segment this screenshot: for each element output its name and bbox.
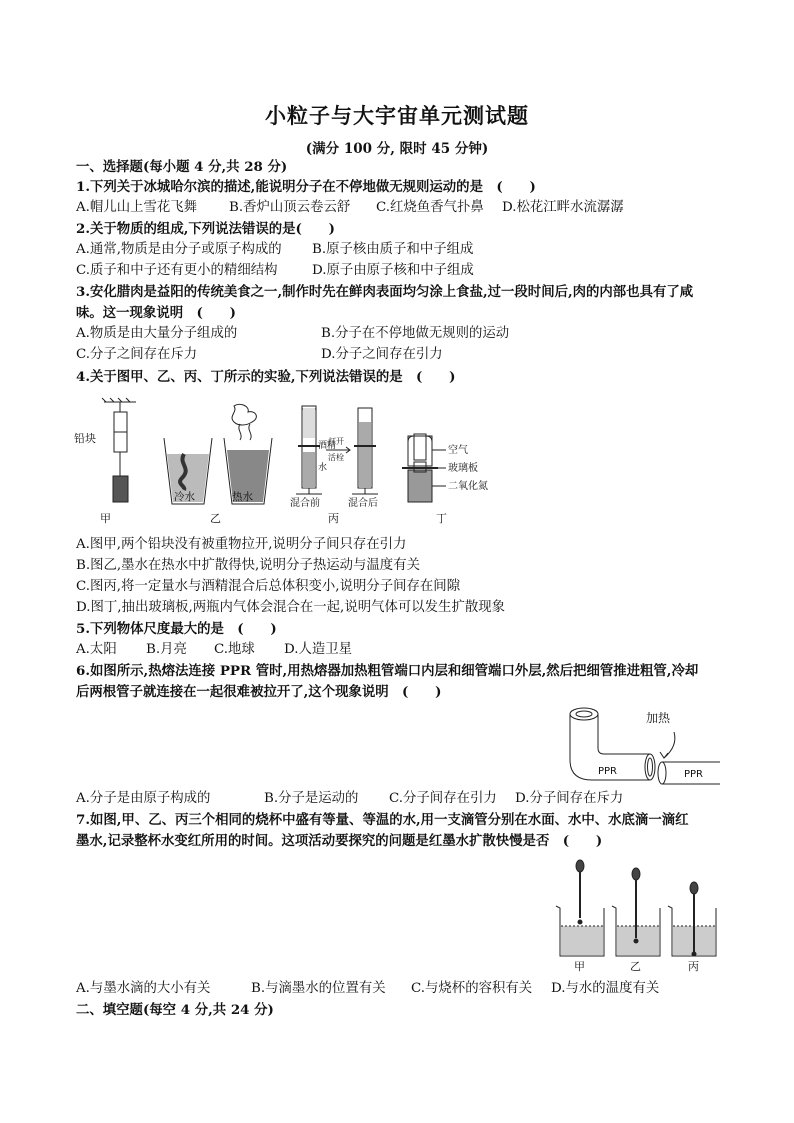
q2-option-a: A.通常,物质是由分子或原子构成的 [76, 242, 282, 257]
page-title: 小粒子与大宇宙单元测试题 [265, 103, 529, 128]
q4-stem: 4.关于图甲、乙、丙、丁所示的实验,下列说法错误的是 ( ) [76, 369, 456, 385]
q4-label-air: 空气 [448, 445, 468, 456]
q4-label-yi: 乙 [210, 512, 221, 525]
q2-option-b: B.原子核由质子和中子组成 [312, 242, 474, 257]
q3-option-c: C.分子之间存在斥力 [76, 347, 198, 362]
q4-label-water: 水 [318, 463, 328, 473]
q7-stem-line2: 墨水,记录整杯水变红所用的时间。这项活动要探究的问题是红墨水扩散快慢是否 ( ) [76, 833, 603, 849]
q7-option-a: A.与墨水滴的大小有关 [76, 981, 211, 996]
q7-option-b: B.与滴墨水的位置有关 [251, 981, 386, 996]
q4-label-valve: 活栓 [328, 453, 344, 462]
q4-label-bing: 丙 [328, 512, 339, 525]
q7-beaker-figure [554, 856, 720, 972]
q6-stem-line1: 6.如图所示,热熔法连接 PPR 管时,用热熔器加热粗管端口内层和细管端口外层,然后把细管推进粗管,冷却 [76, 663, 699, 679]
q2-stem: 2.关于物质的组成,下列说法错误的是( ) [76, 221, 335, 237]
q7-label-bing: 丙 [688, 960, 699, 973]
q3-stem-line2: 味。这一现象说明 ( ) [76, 305, 236, 321]
q4-label-jia: 甲 [100, 512, 111, 525]
q4-option-d: D.图丁,抽出玻璃板,两瓶内气体会混合在一起,说明气体可以发生扩散现象 [76, 600, 506, 615]
q6-label-ppr-thick: PPR [598, 766, 618, 777]
q6-option-b: B.分子是运动的 [264, 791, 359, 806]
q3-options-row2 [76, 346, 443, 364]
q6-option-a: A.分子是由原子构成的 [76, 791, 211, 806]
q6-option-c: C.分子间存在引力 [389, 791, 497, 806]
q4-label-alcohol: 酒精 [318, 441, 337, 451]
q2-option-c: C.质子和中子还有更小的精细结构 [76, 263, 278, 278]
q2-option-d: D.原子由原子核和中子组成 [312, 263, 474, 278]
q4-label-open: 打开 [328, 437, 344, 446]
q3-options-row1 [76, 325, 509, 343]
q1-stem: 1.下列关于冰城哈尔滨的描述,能说明分子在不停地做无规则运动的是 ( ) [76, 179, 536, 195]
q6-ppr-figure [566, 702, 720, 786]
q4-label-glass: 玻璃板 [448, 463, 478, 474]
q4-option-b: B.图乙,墨水在热水中扩散得快,说明分子热运动与温度有关 [76, 558, 420, 573]
q4-label-ding: 丁 [436, 512, 447, 525]
q3-option-b: B.分子在不停地做无规则的运动 [321, 326, 510, 341]
q4-label-before: 混合前 [290, 498, 320, 509]
section1-heading: 一、选择题(每小题 4 分,共 28 分) [76, 159, 288, 175]
section2-heading: 二、填空题(每空 4 分,共 24 分) [76, 1002, 274, 1018]
q7-options [76, 980, 659, 998]
q1-option-d: D.松花江畔水流潺潺 [502, 200, 624, 215]
q6-label-heat: 加热 [646, 711, 671, 725]
q2-options-row1 [76, 241, 473, 259]
q6-options [76, 790, 623, 808]
q3-option-a: A.物质是由大量分子组成的 [76, 326, 238, 341]
q5-option-a: A.太阳 [76, 642, 117, 657]
q6-stem-line2: 后两根管子就连接在一起很难被拉开了,这个现象说明 ( ) [76, 684, 442, 700]
q6-option-d: D.分子间存在斥力 [515, 791, 624, 806]
q4-experiment-figure [74, 392, 488, 526]
q5-stem: 5.下列物体尺度最大的是 ( ) [76, 621, 277, 637]
q1-option-c: C.红烧鱼香气扑鼻 [376, 200, 484, 215]
q7-option-c: C.与烧杯的容积有关 [411, 981, 533, 996]
q4-label-no2: 二氧化氮 [448, 481, 488, 492]
q1-option-b: B.香炉山顶云卷云舒 [229, 200, 351, 215]
q5-options [76, 641, 352, 659]
q5-option-d: D.人造卫星 [284, 642, 353, 657]
q4-label-lead: 铅块 [74, 432, 96, 445]
q7-label-yi: 乙 [630, 960, 641, 973]
q2-options-row2 [76, 262, 474, 280]
page-subtitle: (满分 100 分, 限时 45 分钟) [305, 141, 489, 157]
q7-label-jia: 甲 [574, 960, 585, 973]
q7-stem-line1: 7.如图,甲、乙、丙三个相同的烧杯中盛有等量、等温的水,用一支滴管分别在水面、水中、水底滴一滴红 [76, 812, 689, 828]
q4-option-a: A.图甲,两个铅块没有被重物拉开,说明分子间只存在引力 [76, 537, 407, 552]
q6-label-ppr-thin: PPR [684, 769, 704, 780]
q3-stem-line1: 3.安化腊肉是益阳的传统美食之一,制作时先在鲜肉表面均匀涂上食盐,过一段时间后,肉的内部也具有了咸 [76, 284, 694, 300]
q4-label-hot: 热水 [232, 491, 253, 503]
q4-option-c: C.图丙,将一定量水与酒精混合后总体积变小,说明分子间存在间隙 [76, 579, 461, 594]
q5-option-b: B.月亮 [146, 642, 187, 657]
q1-options [76, 199, 624, 217]
q7-option-d: D.与水的温度有关 [551, 981, 660, 996]
q3-option-d: D.分子之间存在引力 [321, 347, 443, 362]
q4-label-cold: 冷水 [174, 491, 195, 503]
q4-label-after: 混合后 [348, 498, 378, 509]
q5-option-c: C.地球 [214, 642, 255, 657]
q1-option-a: A.帽儿山上雪花飞舞 [76, 200, 198, 215]
